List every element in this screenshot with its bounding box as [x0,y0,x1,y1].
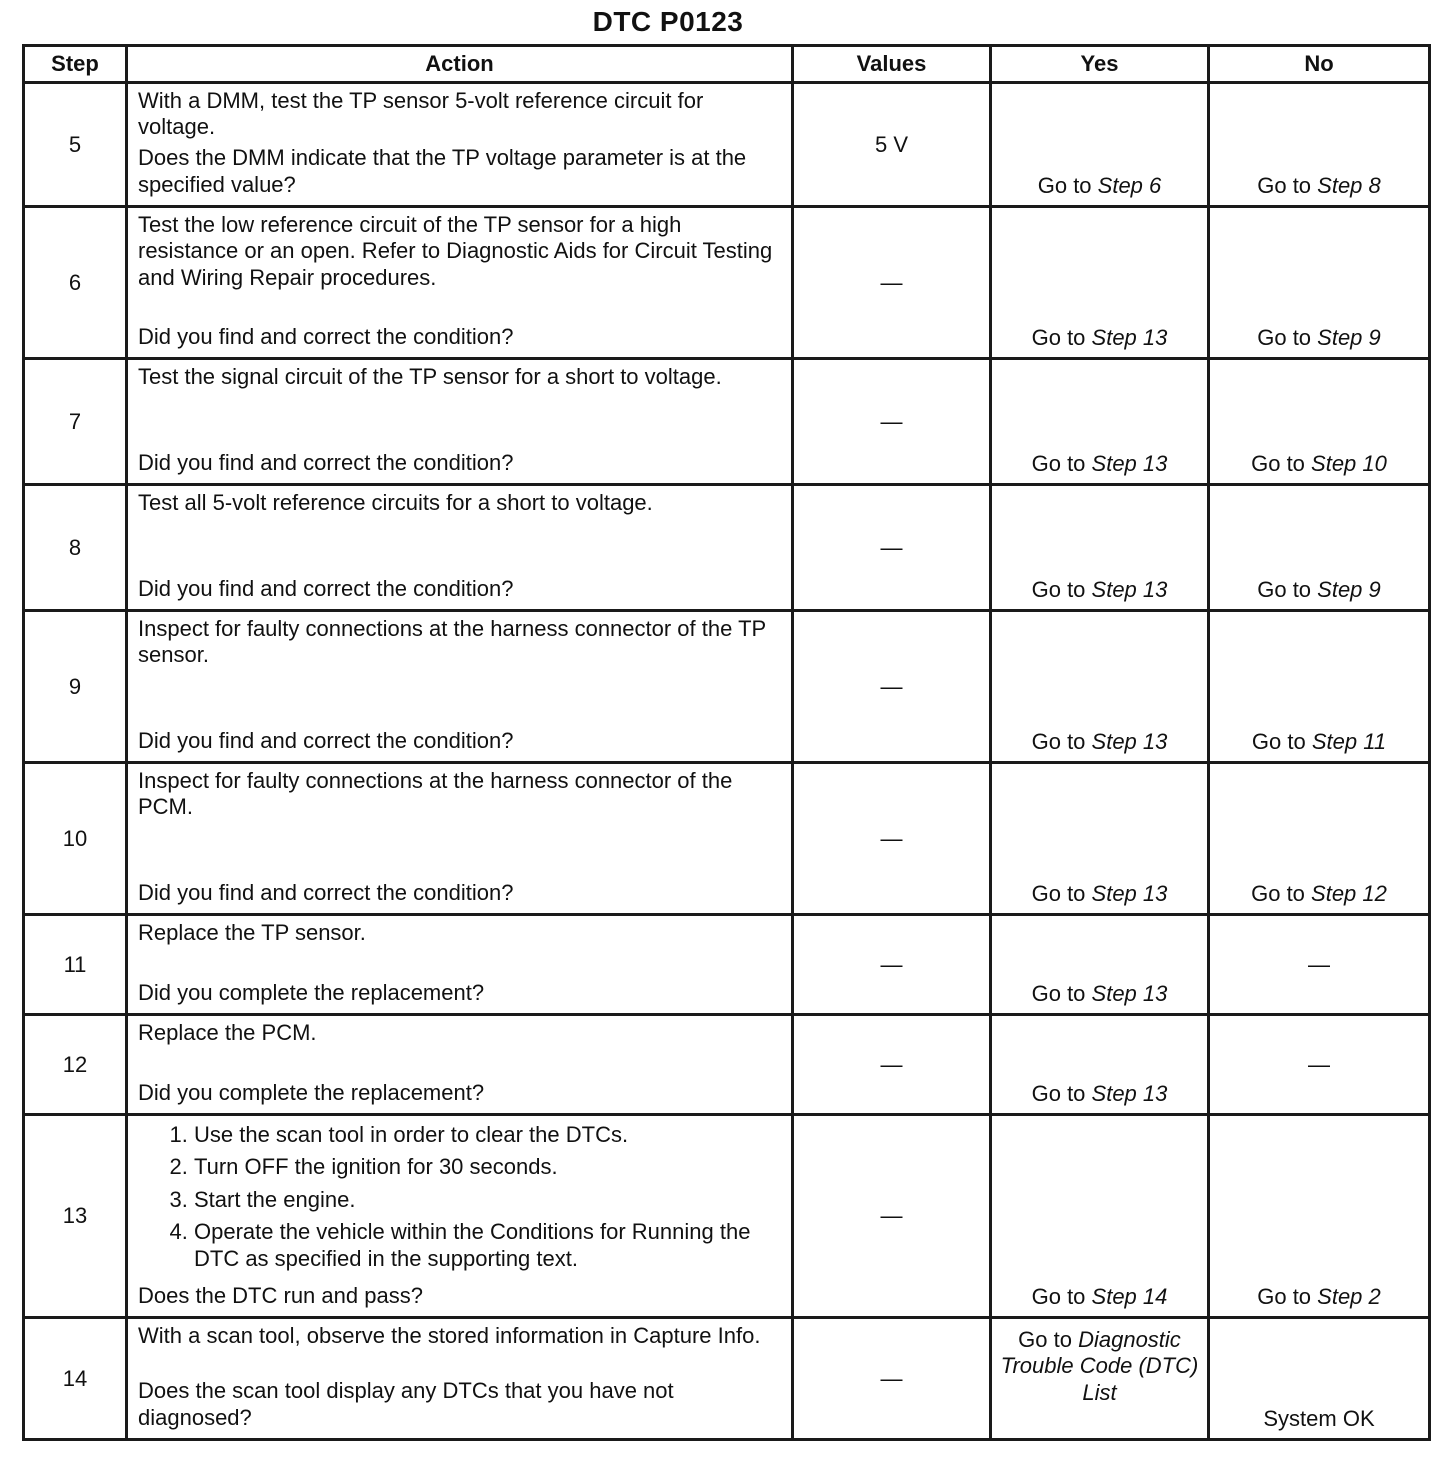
header-values: Values [793,46,991,83]
yes-cell: Go to Step 13 [991,359,1209,485]
action-cell [127,359,793,485]
yes-link[interactable]: Step 13 [1091,577,1168,602]
action-cell [127,1015,793,1115]
no-cell: Go to Step 9 [1209,485,1430,611]
action-cell [127,485,793,611]
table-row [24,915,1430,1015]
no-cell: Go to Step 9 [1209,207,1430,359]
value-cell: — [793,915,991,1015]
action-question: Did you find and correct the condition? [138,449,514,475]
action-text: Test the signal circuit of the TP sensor for a short to voltage. [138,364,722,389]
step-number: 10 [24,763,127,915]
step-number: 8 [24,485,127,611]
table-row [24,359,1430,485]
action-question: Did you find and correct the condition? [138,879,514,905]
action-cell [127,83,793,207]
list-item: 4. Operate the vehicle within the Conditions for Running the DTC as specified in the supporting text. [194,1219,781,1272]
no-link[interactable]: Step 2 [1317,1284,1381,1309]
action-cell [127,1115,793,1318]
yes-cell: Go to Step 13 [991,611,1209,763]
yes-cell: Go to Step 13 [991,1015,1209,1115]
yes-link[interactable]: Diagnostic Trouble Code (DTC) List [1000,1327,1199,1405]
header-action: Action [127,46,793,83]
no-cell: Go to Step 12 [1209,763,1430,915]
no-cell: — [1209,915,1430,1015]
procedure-list [138,1122,781,1278]
action-text: Inspect for faulty connections at the harness connector of the TP sensor. [138,616,766,668]
action-text: Test all 5-volt reference circuits for a short to voltage. [138,490,653,515]
step-number: 14 [24,1318,127,1440]
list-item: 1. Use the scan tool in order to clear the DTCs. [194,1122,781,1148]
action-text: Replace the TP sensor. [138,920,366,945]
value-cell: — [793,1318,991,1440]
yes-link[interactable]: Step 13 [1091,981,1168,1006]
no-link[interactable]: Step 8 [1317,173,1381,198]
yes-link[interactable]: Step 13 [1091,325,1168,350]
action-text: Test the low reference circuit of the TP sensor for a high resistance or an open. Refer to Diagnostic Aids for Circuit Testing and Wiring Repair procedures. [138,212,773,290]
action-question: Did you find and correct the condition? [138,323,514,349]
table-row [24,485,1430,611]
yes-cell: Go to Step 13 [991,763,1209,915]
no-cell: — [1209,1015,1430,1115]
header-yes: Yes [991,46,1209,83]
step-number: 5 [24,83,127,207]
step-number: 7 [24,359,127,485]
page-title: DTC P0123 [592,6,744,37]
value-cell: — [793,485,991,611]
list-item: 2. Turn OFF the ignition for 30 seconds. [194,1154,781,1180]
no-link[interactable]: Step 11 [1311,729,1387,754]
no-link[interactable]: Step 12 [1311,881,1387,906]
yes-link[interactable]: Step 14 [1091,1284,1168,1309]
step-number: 9 [24,611,127,763]
value-cell: — [793,207,991,359]
value-cell: — [793,359,991,485]
value-cell: — [793,1115,991,1318]
header-no: No [1209,46,1430,83]
action-text: With a DMM, test the TP sensor 5-volt reference circuit for voltage. [138,88,704,140]
action-question: Did you find and correct the condition? [138,727,514,753]
list-item: 3. Start the engine. [194,1187,781,1213]
yes-cell: Go to Step 13 [991,485,1209,611]
action-cell [127,915,793,1015]
value-cell: — [793,1015,991,1115]
no-cell: System OK [1209,1318,1430,1440]
header-row [24,46,1430,83]
action-question: Does the DTC run and pass? [138,1282,423,1308]
yes-link[interactable]: Step 13 [1091,451,1168,476]
action-question: Did you complete the replacement? [138,1079,485,1105]
step-number: 13 [24,1115,127,1318]
value-cell: — [793,763,991,915]
table-row [24,763,1430,915]
yes-cell: Go to Step 6 [991,83,1209,207]
step-number: 12 [24,1015,127,1115]
value-cell: 5 V [793,83,991,207]
action-question: Did you complete the replacement? [138,979,485,1005]
action-cell [127,611,793,763]
yes-link[interactable]: Step 13 [1091,729,1168,754]
action-question: Did you find and correct the condition? [138,575,514,601]
table-row [24,207,1430,359]
table-row [24,1318,1430,1440]
no-cell: Go to Step 2 [1209,1115,1430,1318]
yes-cell: Go to Step 14 [991,1115,1209,1318]
table-row [24,611,1430,763]
yes-link[interactable]: Step 13 [1091,881,1168,906]
no-cell: Go to Step 11 [1209,611,1430,763]
table-row [24,1015,1430,1115]
action-question: Does the DMM indicate that the TP voltage parameter is at the specified value? [138,145,747,197]
step-number: 11 [24,915,127,1015]
no-cell: Go to Step 8 [1209,83,1430,207]
yes-cell: Go to Diagnostic Trouble Code (DTC) List [991,1318,1209,1440]
yes-cell: Go to Step 13 [991,207,1209,359]
yes-cell: Go to Step 13 [991,915,1209,1015]
action-text: Inspect for faulty connections at the harness connector of the PCM. [138,768,733,820]
header-step: Step [24,46,127,83]
step-number: 6 [24,207,127,359]
action-cell [127,763,793,915]
yes-link[interactable]: Step 13 [1091,1081,1168,1106]
no-cell: Go to Step 10 [1209,359,1430,485]
action-cell [127,1318,793,1440]
yes-link[interactable]: Step 6 [1097,173,1162,198]
table-row [24,1115,1430,1318]
no-link[interactable]: Step 9 [1317,325,1381,350]
action-text: With a scan tool, observe the stored information in Capture Info. [138,1323,761,1348]
action-cell [127,207,793,359]
no-link[interactable]: Step 10 [1311,451,1387,476]
no-link[interactable]: Step 9 [1317,577,1381,602]
table-row [24,83,1430,207]
action-text: Replace the PCM. [138,1020,317,1045]
value-cell: — [793,611,991,763]
diagnostic-table [22,44,1431,1441]
action-question: Does the scan tool display any DTCs that you have not diagnosed? [138,1378,674,1430]
